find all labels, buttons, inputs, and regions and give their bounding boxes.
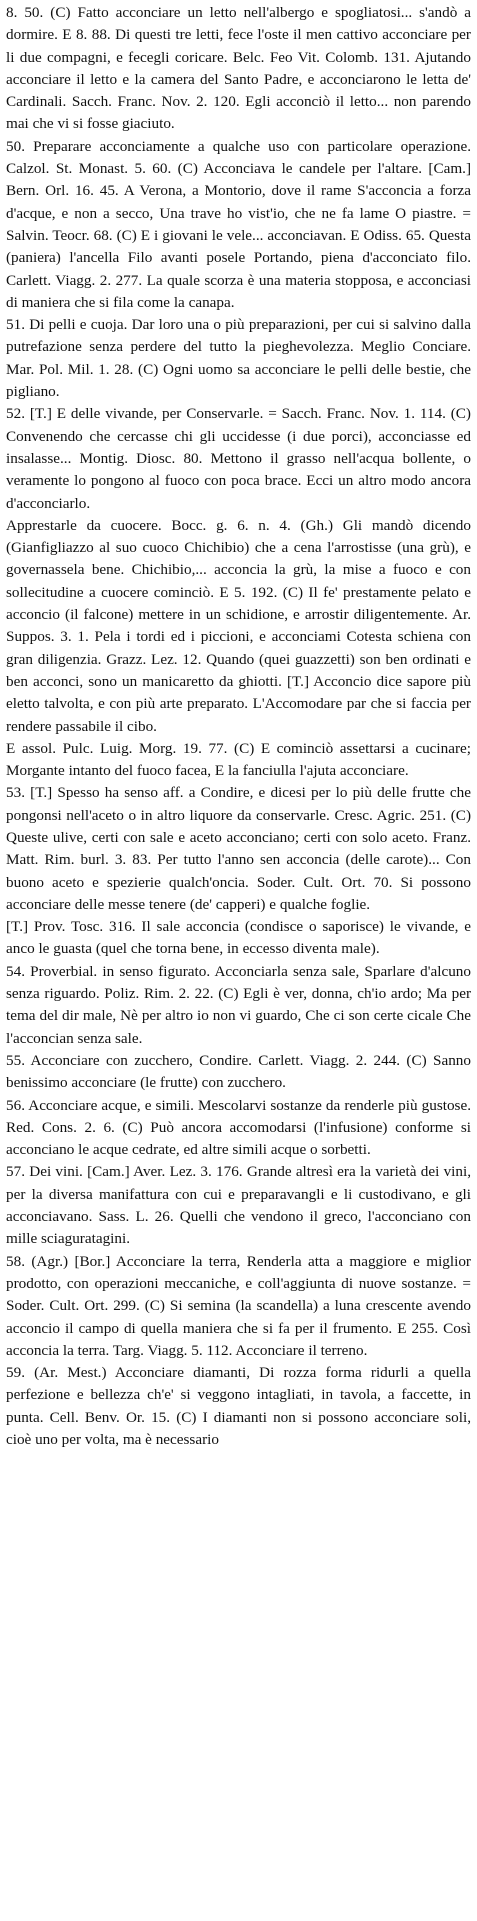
entry-57: 57. Dei vini. [Cam.] Aver. Lez. 3. 176. Grande altresì era la varietà dei vini, per la diversa manifattura con cui e preparavangli e li custodivano, e gli acconciavano. Sass. L. 26. Quelli che vendono il greco, l'acconciano con mille sciaguratagini. (6, 1163, 471, 1248)
entry-53: 53. [T.] Spesso ha senso aff. a Condire, e dicesi per lo più delle frutte che pongonsi nell'aceto o in altro liquore da conservarle. Cresc. Agric. 251. (C) Queste ulive, certi con sale e aceto acconciano; certi con solo aceto. Franz. Matt. Rim. burl. 3. 83. Per tutto l'anno sen acconcia (delle carote)... Con buono aceto e spezierie qualch'oncia. Soder. Cult. Ort. 70. Si possono acconciare delle messe tenere (de' capperi) e qualche foglie. (6, 784, 471, 913)
entry-56: 56. Acconciare acque, e simili. Mescolarvi sostanze da renderle più gustose. Red. Cons. 2. 6. (C) Può ancora accomodarsi (l'infusione) conforme si acconciano le acque cedrate, ed altre simili acque o sorbetti. (6, 1096, 471, 1159)
entry-53-proverb: [T.] Prov. Tosc. 316. Il sale acconcia (condisce o saporisce) le vivande, e anco le guasta (quel che torna bene, in eccesso diventa male). (6, 918, 471, 958)
entry-51: 51. Di pelli e cuoja. Dar loro una o più preparazioni, per cui si salvino dalla putrefazione senza perdere del tutto la pieghevolezza. Meglio Conciare. Mar. Pol. Mil. 1. 28. (C) Ogni uomo sa acconciare le pelli delle bestie, che pigliano. (6, 316, 471, 401)
entry-52-apprestarle: Apprestarle da cuocere. Bocc. g. 6. n. 4. (Gh.) Gli mandò dicendo (Gianfigliazzo al suo cuoco Chichibio) che a cena l'arrostisse (una grù), e governassela bene. Chichibio,... acconcia la grù, la mise a fuoco e con sollecitudine a cuocere cominciò. E 5. 192. (C) Il fe' prestamente pelato e acconcio (il falcone) mettere in un schidione, e arrostir diligentemente. Ar. Suppos. 3. 1. Pela i tordi ed i piccioni, e acconciami Cotesta schiena con gran diligenzia. Grazz. Lez. 12. Quando (quei guazzetti) son ben ordinati e ben acconci, sono un manicaretto da ghiotti. [T.] Acconcio dice sapore più eletto talvolta, e con più arte preparato. L'Accomodare par che si faccia per rendere passabile il cibo. (6, 516, 471, 735)
entry-52: 52. [T.] E delle vivande, per Conservarle. = Sacch. Franc. Nov. 1. 114. (C) Convenendo che cercasse chi gli uccidesse (i due porci), acconciasse ed insalasse... Montig. Diosc. 80. Mettono il grasso nell'acqua bollente, o veramente lo pongono al fuoco con poca brace. Ecci un altro modo ancora d'acconciarlo. (6, 405, 471, 512)
dictionary-page (6, 0, 471, 1451)
entry-52-assol: E assol. Pulc. Luig. Morg. 19. 77. (C) E cominciò assettarsi a cucinare; Morgante intanto del fuoco facea, E la fanciulla l'ajuta acconciare. (6, 739, 471, 780)
entry-50: 50. Preparare acconciamente a qualche uso con particolare operazione. Calzol. St. Monast. 5. 60. (C) Acconciava le candele per l'altare. [Cam.] Bern. Orl. 16. 45. A Verona, a Montorio, dove il rame S'acconcia a forza d'acque, e non a secco, Una trave ho vist'io, che ne fa lame O piastre. = Salvin. Teocr. 68. (C) E i giovani le vele... acconciavan. E Odiss. 65. Questa (paniera) l'ancella Filo avanti posele Portando, piena d'acconciato filo. Carlett. Viagg. 2. 277. La quale scorza è una materia stopposa, e acconciasi di maniera che si fila come la canapa. (6, 137, 471, 311)
entry-58: 58. (Agr.) [Bor.] Acconciare la terra, Renderla atta a maggiore e miglior prodotto, con operazioni meccaniche, e coll'aggiunta di nuove sostanze. = Soder. Cult. Ort. 299. (C) Si semina (la scandella) a luna crescente avendo acconcio il campo di quella maniera che si fa per il frumento. E 255. Così acconcia la terra. Targ. Viagg. 5. 112. Acconciare il terreno. (6, 1252, 471, 1359)
entry-8-50-continued: 8. 50. (C) Fatto acconciare un letto nell'albergo e spogliatosi... s'andò a dormire. E 8. 88. Di questi tre letti, fece l'oste il men cattivo acconciare per li due compagni, e fecegli coricare. Belc. Feo Vit. Colomb. 131. Ajutando acconciare il letto e la camera del Santo Padre, e acconciarono le letta de' Cardinali. Sacch. Franc. Nov. 2. 120. Egli acconciò il letto... non parendo mai che vi si fosse giaciuto. (6, 4, 471, 133)
entry-54: 54. Proverbial. in senso figurato. Acconciarla senza sale, Sparlare d'alcuno senza riguardo. Poliz. Rim. 2. 22. (C) Egli è ver, donna, ch'io ardo; Ma per tema del dir male, Nè per altro io non vi guardo, Che ci son certe cicale Che l'acconcian senza sale. (6, 962, 471, 1047)
entry-55: 55. Acconciare con zucchero, Condire. Carlett. Viagg. 2. 244. (C) Sanno benissimo acconciare (le frutte) con zucchero. (6, 1051, 471, 1092)
entry-59: 59. (Ar. Mest.) Acconciare diamanti, Di rozza forma ridurli a quella perfezione e bellezza ch'e' si veggono intagliati, in tavola, a faccette, in punta. Cell. Benv. Or. 15. (C) I diamanti non si possono acconciare soli, cioè uno per volta, ma è necessario (6, 1364, 471, 1448)
